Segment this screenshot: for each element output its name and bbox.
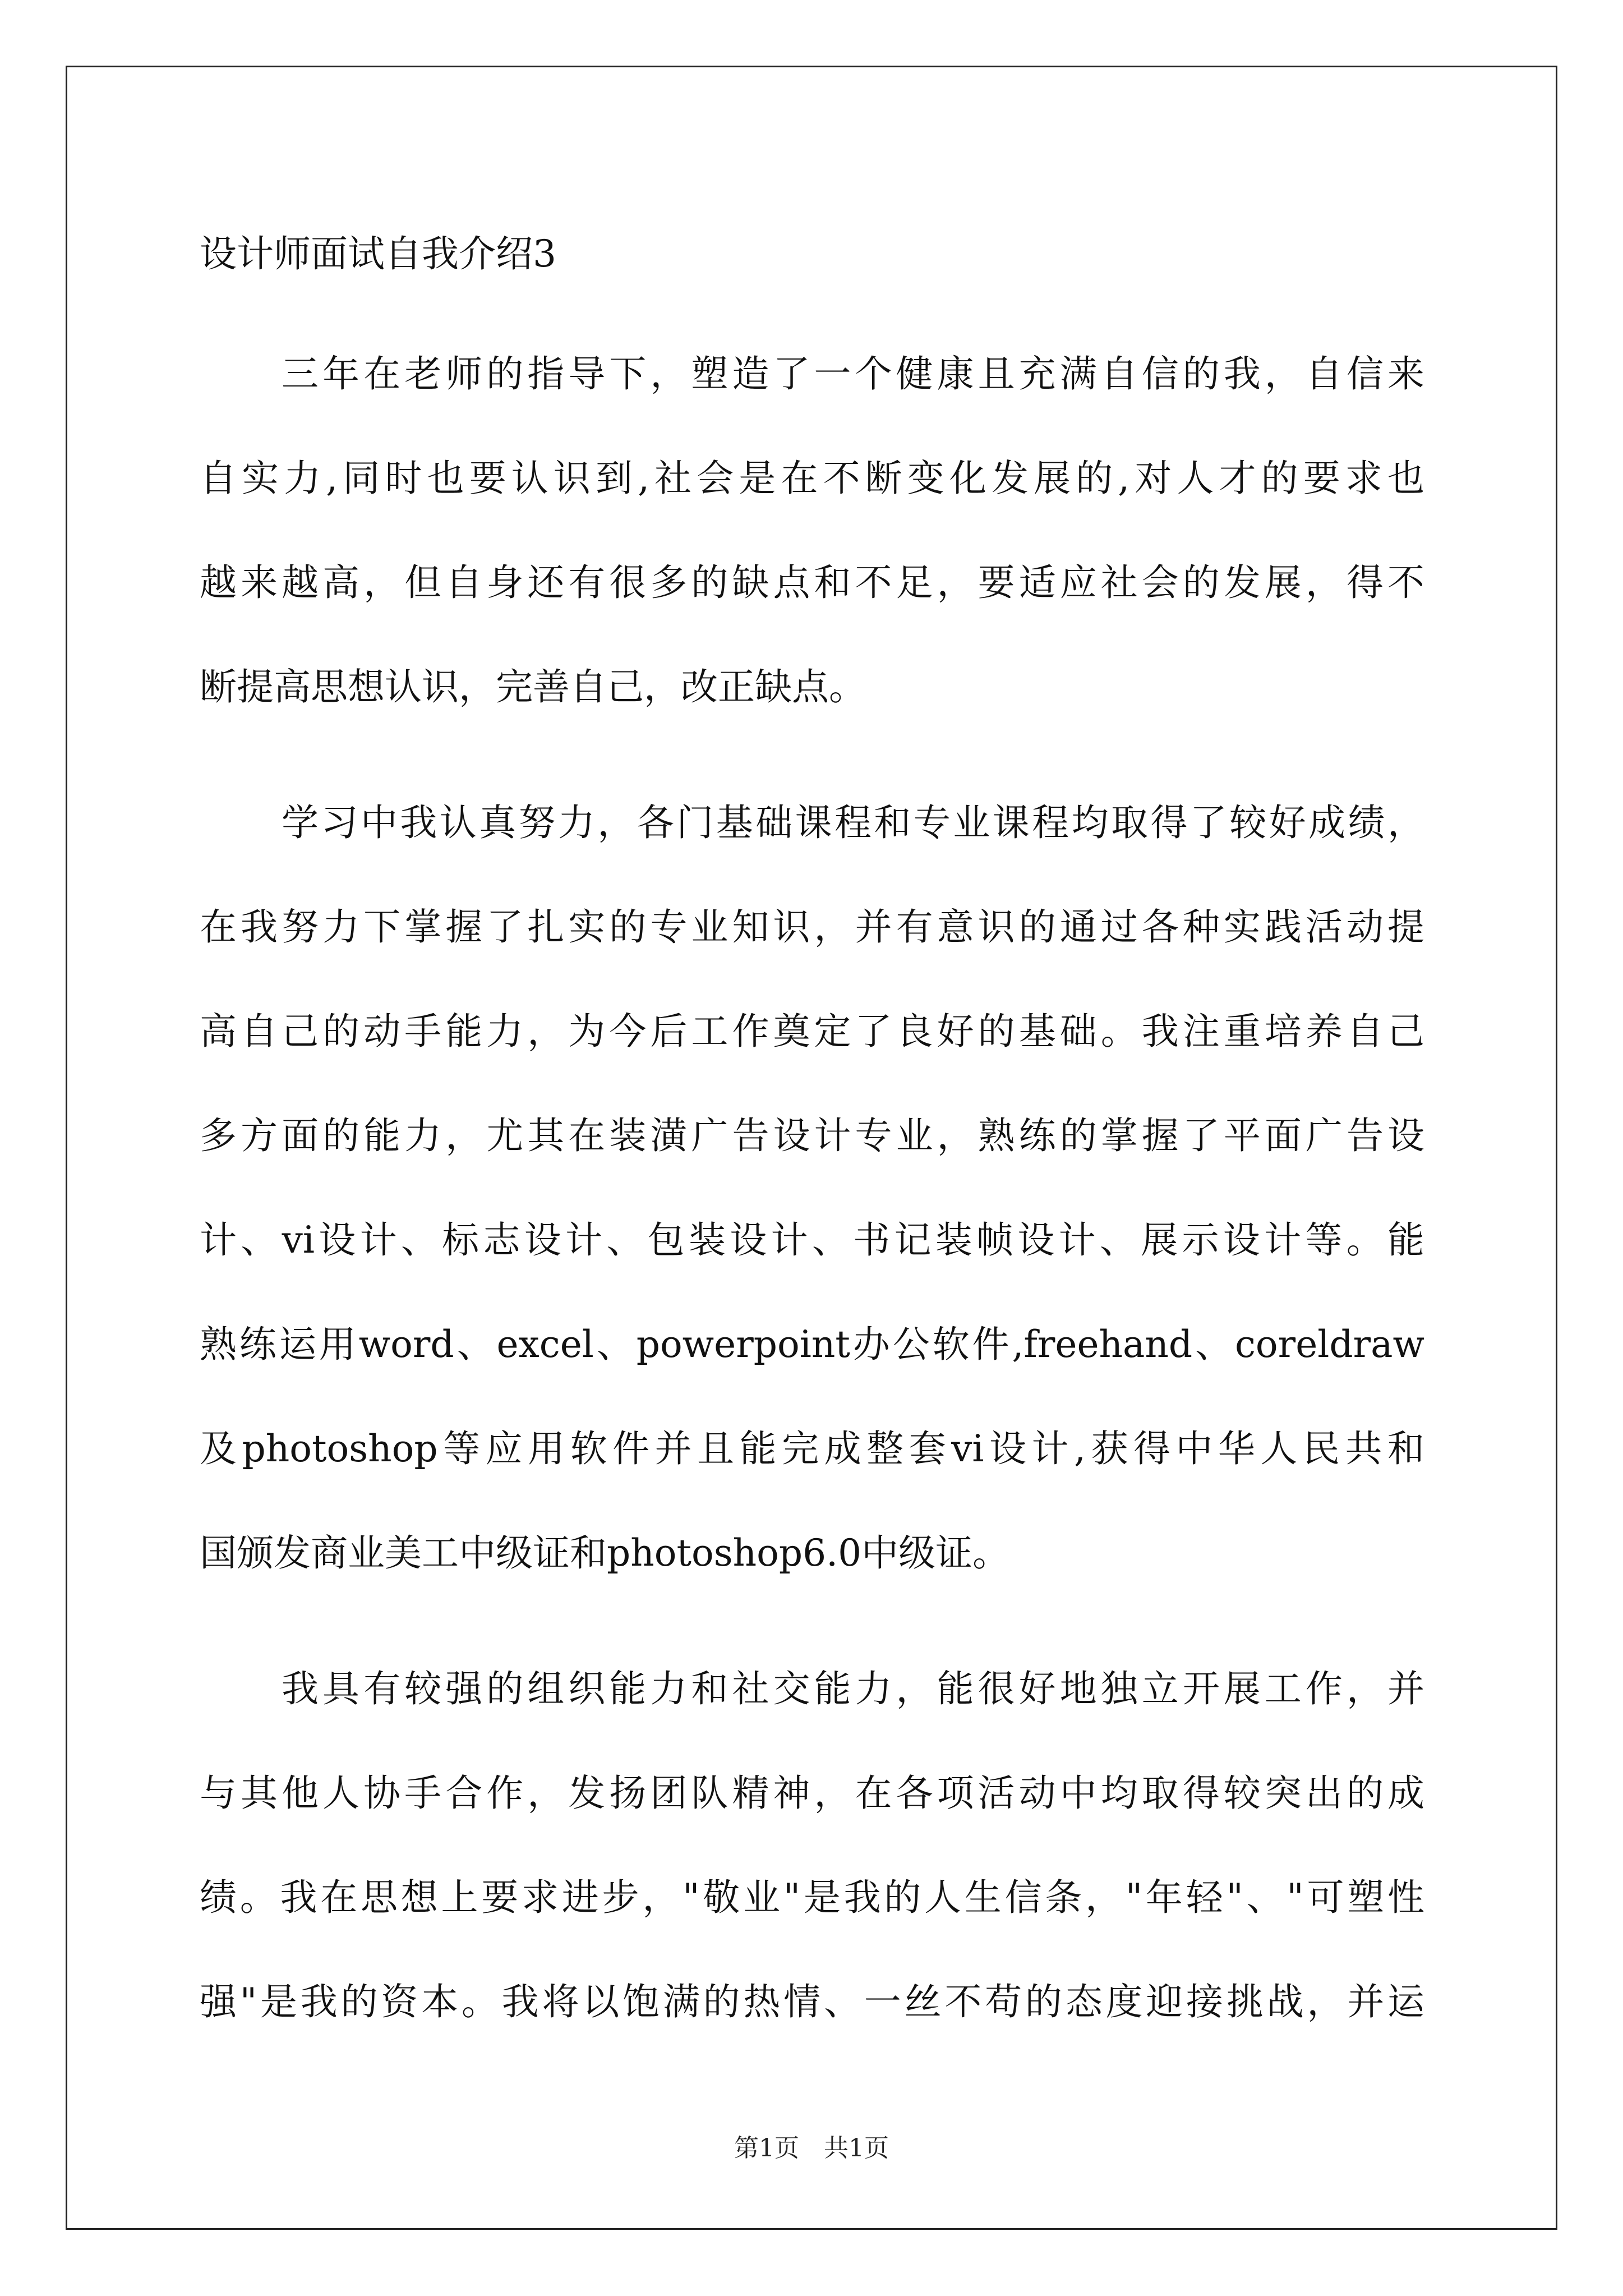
paragraph-line: 高自己的动手能力，为今后工作奠定了良好的基础。我注重培养自己	[200, 1010, 1424, 1053]
paragraph-line: 强"是我的资本。我将以饱满的热情、一丝不苟的态度迎接挑战，并运	[200, 1980, 1424, 2023]
paragraph-line: 国颁发商业美工中级证和photoshop6.0中级证。	[200, 1531, 1010, 1575]
paragraph-line: 及photoshop等应用软件并且能完成整套vi设计,获得中华人民共和	[200, 1427, 1424, 1470]
paragraph-line: 断提高思想认识，完善自己，改正缺点。	[200, 665, 866, 708]
paragraph-line: 自实力,同时也要认识到,社会是在不断变化发展的,对人才的要求也	[200, 457, 1424, 500]
page-footer: 第1页 共1页	[734, 2134, 889, 2162]
paragraph-line: 我具有较强的组织能力和社交能力，能很好地独立开展工作，并	[282, 1667, 1424, 1710]
paragraph-line: 熟练运用word、excel、powerpoint办公软件,freehand、coreldraw	[200, 1323, 1424, 1366]
paragraph-3	[200, 1637, 1424, 2054]
document-title: 设计师面试自我介绍3	[200, 232, 556, 275]
paragraph-line: 学习中我认真努力，各门基础课程和专业课程均取得了较好成绩，	[282, 801, 1424, 844]
paragraph-2	[200, 771, 1424, 1605]
paragraph-1	[200, 322, 1424, 739]
paragraph-line: 在我努力下掌握了扎实的专业知识，并有意识的通过各种实践活动提	[200, 905, 1424, 949]
paragraph-line: 计、vi设计、标志设计、包装设计、书记装帧设计、展示设计等。能	[200, 1218, 1424, 1262]
paragraph-line: 绩。我在思想上要求进步，"敬业"是我的人生信条，"年轻"、"可塑性	[200, 1876, 1424, 1919]
paragraph-line: 三年在老师的指导下，塑造了一个健康且充满自信的我，自信来	[282, 352, 1424, 395]
paragraph-line: 多方面的能力，尤其在装潢广告设计专业，熟练的掌握了平面广告设	[200, 1114, 1424, 1157]
document-body	[200, 218, 1424, 2086]
paragraph-line: 越来越高，但自身还有很多的缺点和不足，要适应社会的发展，得不	[200, 561, 1424, 604]
paragraph-line: 与其他人协手合作，发扬团队精神，在各项活动中均取得较突出的成	[200, 1772, 1424, 1815]
